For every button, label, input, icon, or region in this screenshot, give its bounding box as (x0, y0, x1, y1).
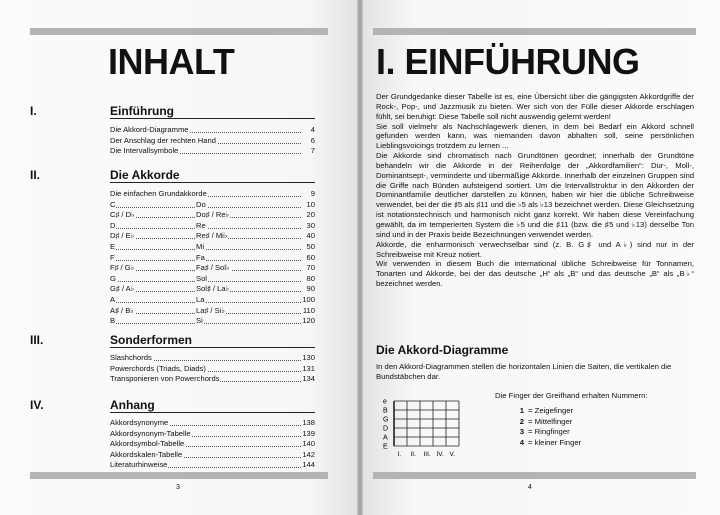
subheading-chord-diagrams: Die Akkord-Diagramme (376, 343, 509, 357)
leader-dots (110, 249, 301, 250)
toc-entry[interactable] (110, 353, 315, 364)
toc-entry-page: 144 (302, 460, 315, 470)
fretboard-grid (382, 395, 464, 463)
toc-entry-solfege: Do (196, 199, 206, 209)
section-title: Einführung (110, 104, 174, 118)
toc-entry-page: 30 (306, 220, 315, 230)
toc-entry-title: Powerchords (Triads, Diads) (110, 363, 206, 373)
finger-number: 2 (519, 416, 524, 426)
finger-label: = Zeigefinger (528, 406, 574, 415)
finger-number: 3 (519, 427, 524, 436)
toc-entry[interactable] (110, 450, 315, 461)
toc-entry-solfege: Mi (196, 242, 205, 251)
section-rule (110, 412, 315, 413)
toc-entry[interactable] (110, 306, 315, 317)
paragraph: Sie soll vielmehr als Nachschlagewerk dienen, in dem bei Bedarf ein Akkord schnell gefunden werden kann, was niemanden davon abhalten soll, seine persönlichen Lieblingsvoicings trotzdem zu lernen ... (376, 121, 694, 151)
toc-entry[interactable] (110, 439, 315, 450)
finger-label: = Ringfinger (528, 427, 570, 436)
toc-entry-title: C♯ / D♭ (110, 210, 135, 220)
string-label: e (383, 398, 387, 406)
toc-entry-page: 20 (306, 210, 315, 220)
finger-intro: Die Finger der Greifhand erhalten Nummern: (495, 391, 648, 400)
section-rule (110, 347, 315, 348)
chapter-title: I. EINFÜHRUNG (376, 41, 640, 82)
page-number-right: 4 (528, 484, 532, 491)
fret-label: IV. (436, 451, 444, 458)
finger-number: 1 (519, 406, 524, 415)
toc-entry-solfege: Re (196, 220, 206, 230)
string-label: E (383, 443, 388, 451)
paragraph: Wir verwenden in diesem Buch die international übliche Schreibweise für Tonnamen, Tonarten und Akkorde, bei der das deutsche „H“ als „B“ und das deutsche „B“ als „B♭“ bezeichnet werden. (376, 259, 694, 289)
toc-entry-title: A (110, 295, 116, 304)
finger-label: = kleiner Finger (528, 437, 582, 447)
paragraph: Der Grundgedanke dieser Tabelle ist es, eine Übersicht über die gängigsten Akkordgriffe der Rock-, Pop-, und Jazzmusik zu bieten. Wer sich von der Fülle dieser Akkorde erschlagen fühlt, sei beruhigt: Diese Tabelle soll nicht auswendig gelernt werden! (376, 92, 694, 121)
toc-entry-title: Akkordsynonym-Tabelle (110, 428, 191, 438)
toc-entry-page: 9 (310, 189, 315, 198)
toc-entry-title: D♯ / E♭ (110, 231, 135, 241)
fret-label: III. (423, 451, 431, 458)
toc-entry-page: 40 (306, 231, 315, 241)
toc-entry-page: 50 (306, 242, 315, 251)
toc-entry-page: 110 (302, 305, 315, 315)
toc-entry[interactable] (110, 364, 315, 375)
toc-entry-title: Akkordsynonyme (110, 418, 169, 427)
bottom-bar-left (30, 472, 328, 479)
toc-entry-page: 90 (306, 284, 315, 294)
toc-entry-title: Die einfachen Grundakkorde (110, 189, 207, 198)
paragraph: Akkorde, die enharmonisch verwechselbar sind (z. B. G♯ und A♭) sind nur in der Schreibweise mit Kreuz notiert. (376, 239, 694, 259)
finger-item (516, 406, 581, 417)
toc-entry-title: A♯ / B♭ (110, 305, 134, 315)
finger-item (516, 438, 581, 449)
toc-entry-page: 10 (306, 199, 315, 209)
toc-entry[interactable] (110, 460, 315, 471)
section-number: I. (30, 104, 37, 118)
section-title: Anhang (110, 398, 155, 412)
diagram-description: In den Akkord-Diagrammen stellen die horizontalen Linien die Saiten, die vertikalen die Bundstäbchen dar. (376, 362, 672, 381)
toc-entry-title: Transponieren von Powerchords (110, 374, 220, 384)
toc-entry-title: B (110, 316, 116, 326)
fret-label: II. (410, 451, 416, 458)
section-title: Sonderformen (110, 333, 193, 347)
toc-entry[interactable] (110, 210, 315, 221)
toc-entry[interactable] (110, 418, 315, 429)
toc-entry[interactable] (110, 253, 315, 264)
leader-dots (110, 323, 301, 324)
finger-label: = Mittelfinger (528, 416, 573, 426)
finger-item (516, 427, 581, 438)
toc-entry-title: Akkordskalen-Tabelle (110, 449, 183, 459)
toc-entry-solfege: Si (196, 316, 203, 326)
toc-entry[interactable] (110, 136, 315, 147)
toc-entry[interactable] (110, 284, 315, 295)
toc-entry-solfege: Fa (196, 252, 205, 262)
chord-diagram (382, 395, 464, 463)
finger-list (516, 406, 581, 448)
toc-entry-solfege: Sol♯ / La♭ (196, 284, 230, 294)
section-number: II. (30, 168, 41, 182)
string-label: A (383, 434, 388, 442)
toc-entry-page: 131 (302, 363, 315, 373)
section-rule (110, 182, 315, 183)
paragraph: Die Akkorde sind chromatisch nach Grundtönen geordnet; innerhalb der Grundtöne behandeln wir die Akkorde in der Reihenfolge der „Akkordfamilien“: Dur-, Moll-, Dominantsept-, verminderte und übermäßige Akkorde. Innerhalb der einzelnen Gruppen sind die Griffe nach Bünden aufsteigend sortiert. Um die Intervallstruktur in den Akkorden der Dominantfamilie deutlicher darstellen zu können, haben wir hier die übliche Schreibweise verwendet, bei der die ♯5 als ♯11 und die ♭5 als ♭13 bezeichnet werden. Diese Gleichsetzung ist notationstechnisch und harmonisch nicht ganz korrekt. Wir haben diese Vereinfachung gewählt, da im temperierten System die ♭5 und die ♯11 (bzw. die ♯5 und ♭13) derselbe Ton sind und in der Praxis beide Bezeichnungen verwendet werden. (376, 151, 694, 239)
toc-entry-solfege: Fa♯ / Sol♭ (196, 263, 230, 273)
finger-number: 4 (519, 437, 524, 447)
toc-entry-page: 130 (302, 353, 315, 362)
toc-entry-page: 6 (310, 135, 315, 145)
toc-entry[interactable] (110, 146, 315, 157)
toc-entry[interactable] (110, 231, 315, 242)
toc-entry-page: 100 (302, 295, 315, 304)
section-number: IV. (30, 398, 44, 412)
toc-entry-title: Der Anschlag der rechten Hand (110, 135, 216, 145)
toc-entry-title: G♯ / A♭ (110, 284, 135, 294)
fret-label: V. (449, 451, 456, 458)
toc-entry[interactable] (110, 263, 315, 274)
toc-entry-title: E (110, 242, 116, 251)
toc-entry[interactable] (110, 374, 315, 385)
toc-entry[interactable] (110, 242, 315, 253)
toc-entry-title: Die Intervallsymbole (110, 146, 179, 156)
toc-entry-title: Akkordsymbol-Tabelle (110, 439, 185, 449)
toc-entry[interactable] (110, 221, 315, 232)
leader-dots (110, 302, 301, 303)
toc-entry-solfege: Do♯ / Re♭ (196, 210, 230, 220)
toc-entry-title: G (110, 273, 116, 283)
toc-entry-page: 140 (302, 439, 315, 449)
top-bar-left (30, 28, 328, 35)
toc-entry-solfege: Re♯ / Mi♭ (196, 231, 228, 241)
toc-entry-title: Die Akkord-Diagramme (110, 125, 189, 134)
section-rule (110, 118, 315, 119)
toc-entry-title: D (110, 220, 116, 230)
toc-entry-title: Slashchords (110, 353, 152, 362)
toc-entry-title: C (110, 199, 116, 209)
toc-entry-solfege: Sol (196, 273, 207, 283)
toc-entry[interactable] (110, 429, 315, 440)
toc-entry-page: 70 (306, 263, 315, 273)
toc-title: INHALT (108, 41, 235, 82)
toc-entry-page: 80 (306, 273, 315, 283)
page-number-left: 3 (176, 484, 180, 491)
intro-text (376, 92, 694, 289)
toc-entry-title: Literaturhinweise (110, 460, 168, 470)
toc-entry-page: 120 (302, 316, 315, 326)
toc-entry-page: 139 (302, 428, 315, 438)
string-label: D (383, 425, 389, 433)
toc-entry[interactable] (110, 295, 315, 306)
section-title: Die Akkorde (110, 168, 180, 182)
top-bar-right (373, 28, 696, 35)
string-label: G (383, 416, 389, 424)
toc-entry-page: 7 (310, 146, 315, 156)
finger-item (516, 417, 581, 428)
bottom-bar-right (373, 472, 696, 479)
toc-entry[interactable] (110, 189, 315, 200)
section-number: III. (30, 333, 44, 347)
book-gutter (357, 0, 363, 515)
string-label: B (383, 407, 388, 415)
toc-entry[interactable] (110, 316, 315, 327)
toc-entry-page: 60 (306, 252, 315, 262)
toc-entry-page: 134 (302, 374, 315, 384)
toc-entry-title: F (110, 252, 115, 262)
toc-entry[interactable] (110, 125, 315, 136)
toc-entry[interactable] (110, 200, 315, 211)
toc-entry-page: 142 (302, 449, 315, 459)
toc-entry-page: 4 (310, 125, 315, 134)
fret-label: I. (397, 451, 402, 458)
toc-entry-solfege: La (196, 295, 205, 304)
toc-entry[interactable] (110, 274, 315, 285)
toc-entry-solfege: La♯ / Si♭ (196, 305, 225, 315)
toc-entry-page: 138 (302, 418, 315, 427)
toc-entry-title: F♯ / G♭ (110, 263, 135, 273)
